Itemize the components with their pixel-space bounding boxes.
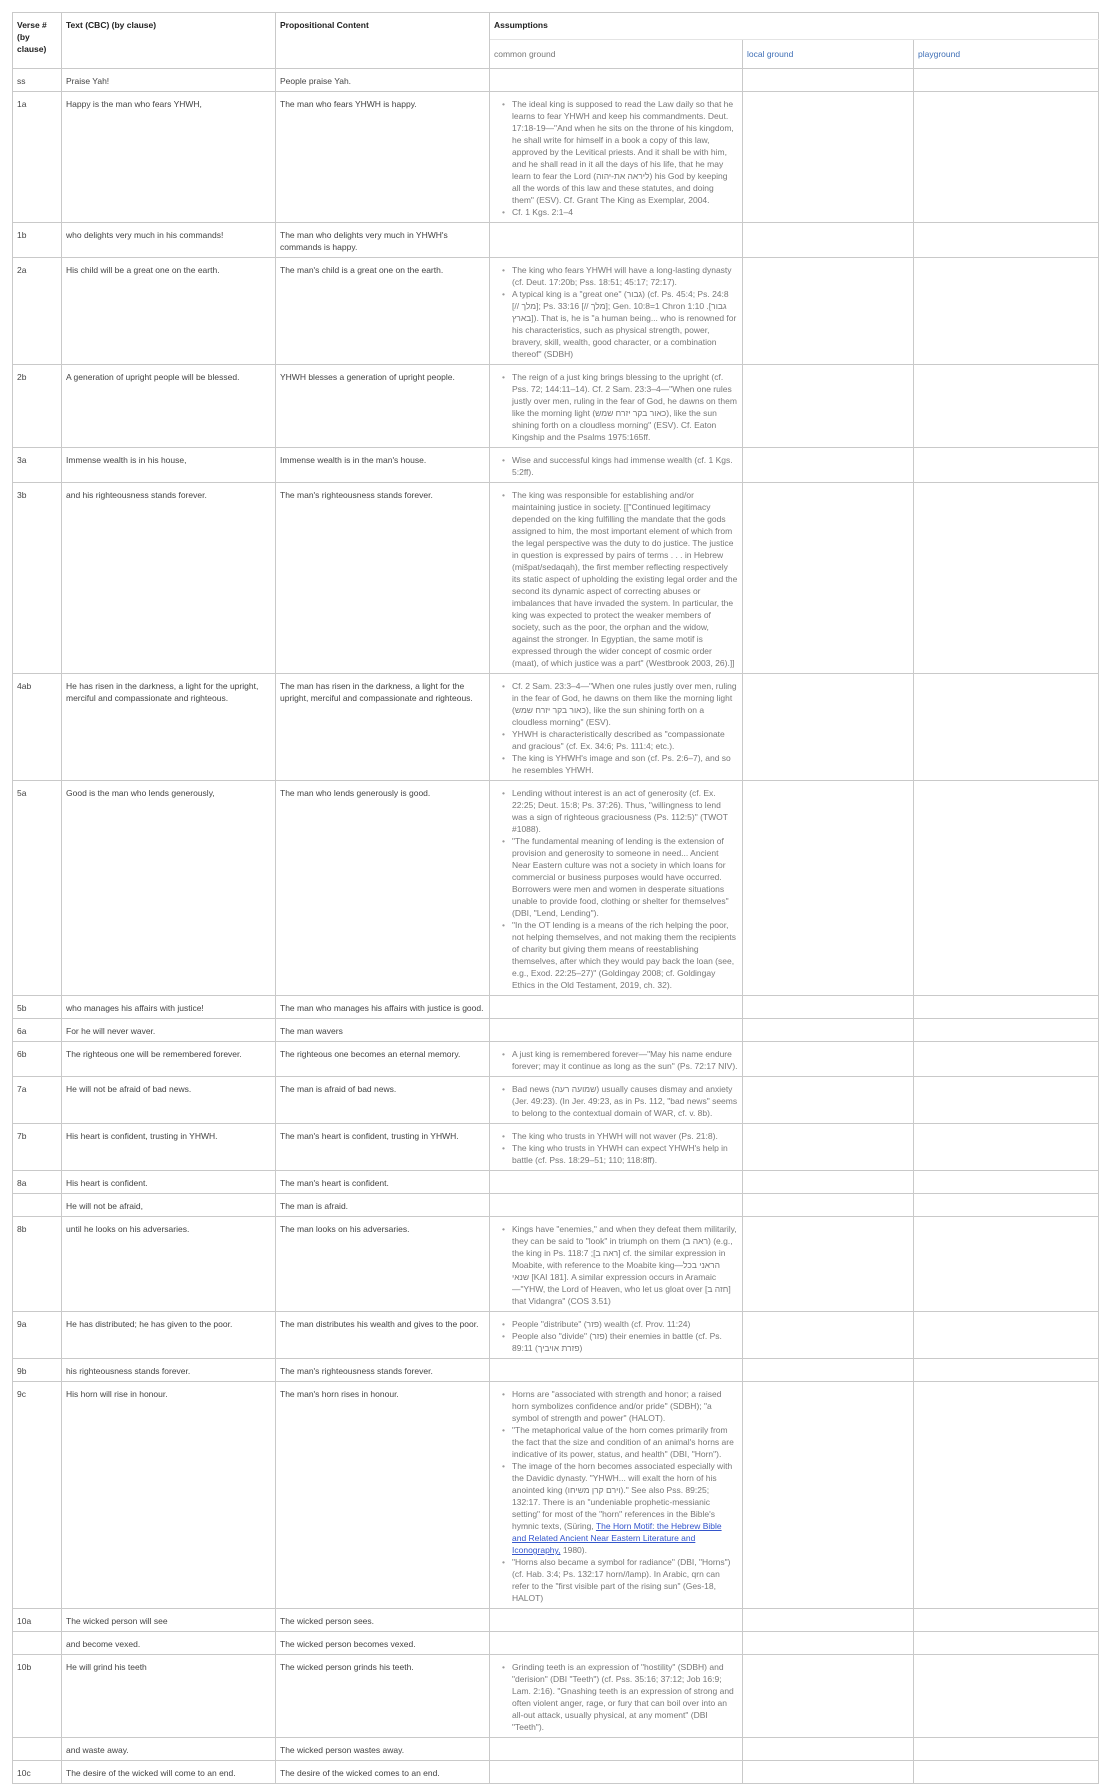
table-row: [13, 258, 1099, 365]
local-ground-cell: [743, 223, 914, 258]
assumption-item: • A just king is remembered forever—"May his name endure forever; may it continue as long as the sun" (Ps. 72:17 NIV).: [504, 1048, 738, 1072]
propositional-cell: The man looks on his adversaries.: [276, 1217, 490, 1312]
assumption-item: • Bad news (שמועה רעה) usually causes dismay and anxiety (Jer. 49:23). (In Jer. 49:23, as in Ps. 112, "bad news" seems to belong to the contextual domain of WAR, cf. v. 8b).: [504, 1083, 738, 1119]
table-row: [13, 1655, 1099, 1738]
assumptions-table: [12, 12, 1099, 1784]
verse-cell: 10b: [13, 1655, 62, 1738]
verse-cell: 8a: [13, 1171, 62, 1194]
table-row: [13, 1019, 1099, 1042]
common-ground-cell: [490, 674, 743, 781]
local-ground-cell: [743, 1655, 914, 1738]
local-ground-cell: [743, 92, 914, 223]
local-ground-cell: [743, 1171, 914, 1194]
local-ground-cell: [743, 674, 914, 781]
common-ground-cell: [490, 781, 743, 996]
common-ground-cell: [490, 1632, 743, 1655]
local-ground-cell: [743, 781, 914, 996]
verse-cell: 2a: [13, 258, 62, 365]
propositional-cell: The wicked person grinds his teeth.: [276, 1655, 490, 1738]
assumption-list: [494, 1388, 738, 1604]
assumption-list: [494, 489, 738, 669]
playground-cell: [914, 1382, 1099, 1609]
table-body: [13, 69, 1099, 1784]
propositional-cell: The man's child is a great one on the earth.: [276, 258, 490, 365]
propositional-cell: The man distributes his wealth and gives to the poor.: [276, 1312, 490, 1359]
common-ground-cell: [490, 448, 743, 483]
text-cell: and his righteousness stands forever.: [62, 483, 276, 674]
common-ground-cell: [490, 1738, 743, 1761]
local-ground-cell: [743, 1761, 914, 1784]
text-cell: who manages his affairs with justice!: [62, 996, 276, 1019]
playground-cell: [914, 448, 1099, 483]
playground-cell: [914, 1077, 1099, 1124]
assumption-item: • The king who trusts in YHWH can expect YHWH's help in battle (cf. Pss. 18:29–51; 110; 118:8ff).: [504, 1142, 738, 1166]
verse-cell: 2b: [13, 365, 62, 448]
assumption-item: • Kings have "enemies," and when they defeat them militarily, they can be said to "look" in triumph on them (ראה ב) (e.g., the king in Ps. 118:7 ;[ראה ב] cf. the similar expression in Moabite, with reference to the Moabite king—הראני בכל שנאי [KAI 181]. A similar expression occurs in Aramaic—"YHW, the Lord of Heaven, who let us gloat over [חזה ב] that Vidangra" (COS 3.51): [504, 1223, 738, 1307]
table-row: [13, 92, 1099, 223]
local-ground-cell: [743, 1738, 914, 1761]
text-cell: A generation of upright people will be blessed.: [62, 365, 276, 448]
assumption-list: [494, 1223, 738, 1307]
common-ground-cell: [490, 1382, 743, 1609]
assumption-item: • People "distribute" (פזר) wealth (cf. Prov. 11:24): [504, 1318, 738, 1330]
table-row: [13, 1632, 1099, 1655]
subheader-common-ground: common ground: [490, 40, 743, 69]
propositional-cell: The man who delights very much in YHWH's commands is happy.: [276, 223, 490, 258]
local-ground-cell: [743, 1382, 914, 1609]
subheader-playground: playground: [914, 40, 1099, 69]
common-ground-cell: [490, 1655, 743, 1738]
common-ground-cell: [490, 1019, 743, 1042]
propositional-cell: People praise Yah.: [276, 69, 490, 92]
playground-cell: [914, 674, 1099, 781]
playground-cell: [914, 1019, 1099, 1042]
local-ground-cell: [743, 1042, 914, 1077]
verse-cell: 4ab: [13, 674, 62, 781]
playground-cell: [914, 92, 1099, 223]
assumption-list: [494, 264, 738, 360]
assumption-list: [494, 1661, 738, 1733]
verse-cell: 1a: [13, 92, 62, 223]
common-ground-cell: [490, 1124, 743, 1171]
common-ground-cell: [490, 258, 743, 365]
common-ground-cell: [490, 1761, 743, 1784]
local-ground-cell: [743, 365, 914, 448]
table-row: [13, 365, 1099, 448]
propositional-cell: The desire of the wicked comes to an end.: [276, 1761, 490, 1784]
local-ground-cell: [743, 1019, 914, 1042]
assumption-item: • The image of the horn becomes associated especially with the Davidic dynasty. "YHWH... will exalt the horn of his anointed king (וירם קרן משיחו)." See also Pss. 89:25; 132:17. There is an "undeniable prophetic-messianic setting" for most of the "horn" references in the Bible's hymnic texts, (Süring, The Horn Motif: the Hebrew Bible and Related Ancient Near Eastern Literature and Iconography, 1980).: [504, 1460, 738, 1556]
propositional-cell: The man's righteousness stands forever.: [276, 483, 490, 674]
playground-cell: [914, 1359, 1099, 1382]
table-row: [13, 1609, 1099, 1632]
verse-cell: [13, 1738, 62, 1761]
assumption-item: • "In the OT lending is a means of the rich helping the poor, not helping themselves, and not making them the recipients of charity but giving them means of reestablishing themselves, after which they would pay back the loan (see, e.g., Exod. 22:25–27)" (Goldingay 2008; cf. Goldingay Ethics in the Old Testament, 2019, ch. 32).: [504, 919, 738, 991]
local-ground-cell: [743, 1194, 914, 1217]
local-ground-cell: [743, 996, 914, 1019]
text-cell: The righteous one will be remembered forever.: [62, 1042, 276, 1077]
common-ground-cell: [490, 996, 743, 1019]
common-ground-cell: [490, 92, 743, 223]
playground-cell: [914, 1738, 1099, 1761]
text-cell: Praise Yah!: [62, 69, 276, 92]
text-cell: His horn will rise in honour.: [62, 1382, 276, 1609]
propositional-cell: Immense wealth is in the man's house.: [276, 448, 490, 483]
propositional-cell: The man who fears YHWH is happy.: [276, 92, 490, 223]
table-row: [13, 69, 1099, 92]
table-row: [13, 1738, 1099, 1761]
verse-cell: [13, 1194, 62, 1217]
propositional-cell: The wicked person sees.: [276, 1609, 490, 1632]
local-ground-cell: [743, 1359, 914, 1382]
text-cell: until he looks on his adversaries.: [62, 1217, 276, 1312]
text-cell: He has distributed; he has given to the poor.: [62, 1312, 276, 1359]
verse-cell: 6a: [13, 1019, 62, 1042]
propositional-cell: The wicked person becomes vexed.: [276, 1632, 490, 1655]
assumption-item: • Cf. 1 Kgs. 2:1–4: [504, 206, 738, 218]
propositional-cell: The man's heart is confident.: [276, 1171, 490, 1194]
assumption-item: • The king is YHWH's image and son (cf. Ps. 2:6–7), and so he resembles YHWH.: [504, 752, 738, 776]
header-verse: Verse # (by clause): [13, 13, 62, 69]
header-row: [13, 13, 1099, 40]
table-row: [13, 1194, 1099, 1217]
subheader-local-ground: local ground: [743, 40, 914, 69]
assumption-list: [494, 1048, 738, 1072]
text-cell: He has risen in the darkness, a light for the upright, merciful and compassionate and righteous.: [62, 674, 276, 781]
text-cell: his righteousness stands forever.: [62, 1359, 276, 1382]
assumption-list: [494, 98, 738, 218]
verse-cell: 6b: [13, 1042, 62, 1077]
verse-cell: 7b: [13, 1124, 62, 1171]
propositional-cell: The man who manages his affairs with justice is good.: [276, 996, 490, 1019]
propositional-cell: The man is afraid of bad news.: [276, 1077, 490, 1124]
local-ground-cell: [743, 1077, 914, 1124]
text-cell: and waste away.: [62, 1738, 276, 1761]
text-cell: who delights very much in his commands!: [62, 223, 276, 258]
propositional-cell: YHWH blesses a generation of upright people.: [276, 365, 490, 448]
verse-cell: 3b: [13, 483, 62, 674]
propositional-cell: The man is afraid.: [276, 1194, 490, 1217]
verse-cell: 10a: [13, 1609, 62, 1632]
text-cell: He will not be afraid,: [62, 1194, 276, 1217]
assumption-item: • The king who fears YHWH will have a long-lasting dynasty (cf. Deut. 17:20b; Pss. 18:51; 45:17; 72:17).: [504, 264, 738, 288]
common-ground-cell: [490, 1042, 743, 1077]
verse-cell: 5a: [13, 781, 62, 996]
local-ground-cell: [743, 448, 914, 483]
verse-cell: ss: [13, 69, 62, 92]
table-row: [13, 1042, 1099, 1077]
playground-cell: [914, 781, 1099, 996]
playground-cell: [914, 1632, 1099, 1655]
table-row: [13, 1171, 1099, 1194]
text-cell: The wicked person will see: [62, 1609, 276, 1632]
table-row: [13, 1077, 1099, 1124]
text-cell: His heart is confident.: [62, 1171, 276, 1194]
assumption-item: • A typical king is a "great one" (גבור) (cf. Ps. 45:4; Ps. 24:8 [// מלך]; Ps. 33:16 [// מלך]; Gen. 10:8=1 Chron 1:10 .[גבור בארץ]). That is, he is "a human being... who is renowned for his characteristics, such as physical strength, power, bravery, skill, wealth, good character, or a combination thereof" (SDBH): [504, 288, 738, 360]
common-ground-cell: [490, 69, 743, 92]
playground-cell: [914, 483, 1099, 674]
local-ground-cell: [743, 1632, 914, 1655]
text-cell: For he will never waver.: [62, 1019, 276, 1042]
propositional-cell: The man who lends generously is good.: [276, 781, 490, 996]
local-ground-cell: [743, 1217, 914, 1312]
assumption-list: [494, 680, 738, 776]
assumption-item: • Grinding teeth is an expression of "hostility" (SDBH) and "derision" (DBI "Teeth") (cf. Pss. 35:16; 37:12; Job 16:9; Lam. 2:16). "Gnashing teeth is an expression of strong and often violent anger, rage, or fury that can boil over into an all-out attack, usually physical, at any moment" (DBI "Teeth").: [504, 1661, 738, 1733]
assumption-list: [494, 371, 738, 443]
common-ground-cell: [490, 223, 743, 258]
assumption-item: • Horns are "associated with strength and honor; a raised horn symbolizes confidence and/or pride" (SDBH); "a symbol of strength and power" (HALOT).: [504, 1388, 738, 1424]
table-row: [13, 1382, 1099, 1609]
local-ground-cell: [743, 258, 914, 365]
assumption-item: • YHWH is characteristically described as "compassionate and gracious" (cf. Ex. 34:6; Ps. 111:4; etc.).: [504, 728, 738, 752]
assumption-list: [494, 1083, 738, 1119]
playground-cell: [914, 258, 1099, 365]
assumption-item: • People also "divide" (פזר) their enemies in battle (cf. Ps. 89:11 (פזרת אויביך): [504, 1330, 738, 1354]
common-ground-cell: [490, 1077, 743, 1124]
playground-cell: [914, 1655, 1099, 1738]
propositional-cell: The man's horn rises in honour.: [276, 1382, 490, 1609]
assumption-item: • "The fundamental meaning of lending is the extension of provision and generosity to someone in need... Ancient Near Eastern culture was not a society in which loans for commercial or business purposes would have occurred. Borrowers were men and women in desperate situations unable to provide food, clothing or shelter for themselves" (DBI, "Lend, Lending").: [504, 835, 738, 919]
table-row: [13, 674, 1099, 781]
common-ground-cell: [490, 1312, 743, 1359]
propositional-cell: The righteous one becomes an eternal memory.: [276, 1042, 490, 1077]
common-ground-cell: [490, 1609, 743, 1632]
table-row: [13, 1359, 1099, 1382]
assumption-item: • Lending without interest is an act of generosity (cf. Ex. 22:25; Deut. 15:8; Ps. 37:26). Thus, "willingness to lend was a sign of righteous graciousness (Ps. 112:5)" (TWOT #1088).: [504, 787, 738, 835]
table-row: [13, 1761, 1099, 1784]
header-assumptions: Assumptions: [490, 13, 1099, 40]
propositional-cell: The man's heart is confident, trusting in YHWH.: [276, 1124, 490, 1171]
playground-cell: [914, 1761, 1099, 1784]
verse-cell: 5b: [13, 996, 62, 1019]
local-ground-cell: [743, 69, 914, 92]
verse-cell: 10c: [13, 1761, 62, 1784]
header-text: Text (CBC) (by clause): [62, 13, 276, 69]
local-ground-cell: [743, 1609, 914, 1632]
playground-cell: [914, 1312, 1099, 1359]
text-cell: He will not be afraid of bad news.: [62, 1077, 276, 1124]
playground-cell: [914, 69, 1099, 92]
verse-cell: 1b: [13, 223, 62, 258]
assumption-list: [494, 1318, 738, 1354]
verse-cell: 3a: [13, 448, 62, 483]
playground-cell: [914, 1171, 1099, 1194]
propositional-cell: The wicked person wastes away.: [276, 1738, 490, 1761]
common-ground-cell: [490, 365, 743, 448]
assumption-item: • The reign of a just king brings blessing to the upright (cf. Pss. 72; 144:11–14). Cf. 2 Sam. 23:3–4—"When one rules justly over men, ruling in the fear of God, he dawns on them like the morning light (כאור בקר יזרח שמש), like the sun shining forth on a cloudless morning" (ESV). Cf. Eaton Kingship and the Psalms 1975:165ff.: [504, 371, 738, 443]
text-cell: His child will be a great one on the earth.: [62, 258, 276, 365]
local-ground-cell: [743, 1312, 914, 1359]
assumption-item: • Wise and successful kings had immense wealth (cf. 1 Kgs. 5:2ff).: [504, 454, 738, 478]
assumption-item: • Cf. 2 Sam. 23:3–4—"When one rules justly over men, ruling in the fear of God, he dawns on them like the morning light (כאור בקר יזרח שמש), like the sun shining forth on a cloudless morning" (ESV).: [504, 680, 738, 728]
assumption-list: [494, 787, 738, 991]
assumption-item: • The ideal king is supposed to read the Law daily so that he learns to fear YHWH and keep his commandments. Deut. 17:18-19—"And when he sits on the throne of his kingdom, he shall write for himself in a book a copy of this law, approved by the Levitical priests. And it shall be with him, and he shall read in it all the days of his life, that he may learn to fear the Lord (ליראה את-יהוה) his God by keeping all the words of this law and these statutes, and doing them" (ESV). Cf. Grant The King as Exemplar, 2004.: [504, 98, 738, 206]
table-row: [13, 1217, 1099, 1312]
table-row: [13, 996, 1099, 1019]
playground-cell: [914, 996, 1099, 1019]
header-propositional: Propositional Content: [276, 13, 490, 69]
verse-cell: [13, 1632, 62, 1655]
table-row: [13, 483, 1099, 674]
verse-cell: 9c: [13, 1382, 62, 1609]
verse-cell: 7a: [13, 1077, 62, 1124]
text-cell: Happy is the man who fears YHWH,: [62, 92, 276, 223]
table-row: [13, 1124, 1099, 1171]
assumption-list: [494, 1130, 738, 1166]
text-cell: Good is the man who lends generously,: [62, 781, 276, 996]
playground-cell: [914, 365, 1099, 448]
text-cell: The desire of the wicked will come to an end.: [62, 1761, 276, 1784]
common-ground-cell: [490, 1171, 743, 1194]
playground-cell: [914, 1124, 1099, 1171]
propositional-cell: The man has risen in the darkness, a light for the upright, merciful and compassionate and righteous.: [276, 674, 490, 781]
text-cell: Immense wealth is in his house,: [62, 448, 276, 483]
playground-cell: [914, 1609, 1099, 1632]
playground-cell: [914, 1194, 1099, 1217]
table-row: [13, 223, 1099, 258]
text-cell: His heart is confident, trusting in YHWH.: [62, 1124, 276, 1171]
common-ground-cell: [490, 1217, 743, 1312]
playground-cell: [914, 223, 1099, 258]
verse-cell: 9a: [13, 1312, 62, 1359]
propositional-cell: The man's righteousness stands forever.: [276, 1359, 490, 1382]
verse-cell: 9b: [13, 1359, 62, 1382]
table-row: [13, 1312, 1099, 1359]
text-cell: and become vexed.: [62, 1632, 276, 1655]
propositional-cell: The man wavers: [276, 1019, 490, 1042]
reference-link[interactable]: The Horn Motif: the Hebrew Bible and Related Ancient Near Eastern Literature and Iconography,: [512, 1521, 722, 1555]
assumption-item: • "The metaphorical value of the horn comes primarily from the fact that the size and condition of an animal's horns are indicative of its power, status, and health" (DBI, "Horn").: [504, 1424, 738, 1460]
assumption-item: • The king was responsible for establishing and/or maintaining justice in society. [["Continued legitimacy depended on the king fulfilling the mandate that the gods assigned to him, the most important element of which from the legal perspective was the duty to do justice. The justice in question is expressed by pairs of terms . . . in Hebrew (mišpat/sedaqah), the first member reflecting respectively its static aspect of upholding the existing legal order and the second its dynamic aspect of correcting abuses or imbalances that have invaded the system. In particular, the king was expected to protect the weaker members of society, such as the poor, the orphan and the widow, against the stronger. In Egyptian, the same motif is expressed through the wider concept of cosmic order (maat), of which justice was a part" (Westbrook 2003, 26).]]: [504, 489, 738, 669]
assumption-item: • "Horns also became a symbol for radiance" (DBI, "Horns") (cf. Hab. 3:4; Ps. 132:17 horn//lamp). In Arabic, qrn can refer to the "first visible part of the rising sun" (Ges-18, HALOT): [504, 1556, 738, 1604]
common-ground-cell: [490, 1194, 743, 1217]
assumption-item: • The king who trusts in YHWH will not waver (Ps. 21:8).: [504, 1130, 738, 1142]
playground-cell: [914, 1042, 1099, 1077]
text-cell: He will grind his teeth: [62, 1655, 276, 1738]
verse-cell: 8b: [13, 1217, 62, 1312]
assumption-list: [494, 454, 738, 478]
table-row: [13, 781, 1099, 996]
local-ground-cell: [743, 483, 914, 674]
common-ground-cell: [490, 483, 743, 674]
playground-cell: [914, 1217, 1099, 1312]
local-ground-cell: [743, 1124, 914, 1171]
common-ground-cell: [490, 1359, 743, 1382]
table-row: [13, 448, 1099, 483]
